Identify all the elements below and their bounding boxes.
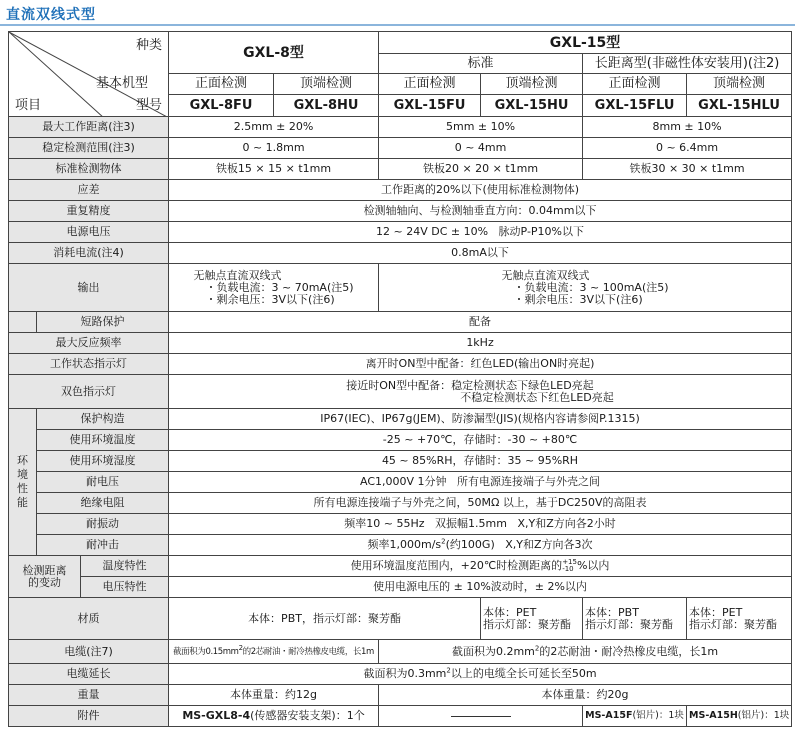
accessory-gxl15-standard bbox=[379, 706, 583, 727]
row-label-repeatability: 重复精度 bbox=[9, 201, 169, 222]
weight-gxl8: 本体重量：约12g bbox=[169, 685, 379, 706]
temp-char-upper: +15 bbox=[562, 558, 577, 566]
material-gxl15hu bbox=[481, 598, 583, 640]
std-object-gxl15l: 铁板30 × 30 × t1mm bbox=[583, 159, 792, 180]
header-corner bbox=[9, 32, 169, 117]
insulation-value: 所有电源连接端子与外壳之间，50MΩ 以上，基于DC250V的高阻表 bbox=[169, 493, 792, 514]
model-name: GXL-15FU bbox=[379, 95, 481, 117]
stable-range-gxl8: 0 ~ 1.8mm bbox=[169, 138, 379, 159]
output-line: 无触点直流双线式 bbox=[193, 268, 282, 282]
accessory-none-dash bbox=[451, 716, 511, 717]
dual-indicator-line: 接近时ON型中配备：稳定检测状态下绿色LED亮起 bbox=[346, 378, 594, 392]
material-line: 本体：PET bbox=[689, 605, 743, 619]
detect-mode: 正面检测 bbox=[583, 74, 687, 95]
shock-value-suffix: (约100G) X,Y和Z方向各3次 bbox=[445, 538, 593, 551]
detect-mode: 顶端检测 bbox=[274, 74, 379, 95]
detect-mode: 顶端检测 bbox=[687, 74, 792, 95]
current-value: 0.8mA以下 bbox=[169, 243, 792, 264]
accessory-hlu-part: MS-A15H bbox=[689, 710, 738, 721]
output-line: ・剩余电压：3V以下(注6) bbox=[513, 292, 643, 306]
supply-voltage-value: 12 ~ 24V DC ± 10% 脉动P-P10%以下 bbox=[169, 222, 792, 243]
output-line: 无触点直流双线式 bbox=[501, 268, 590, 282]
corner-item-label: 项目 bbox=[15, 98, 42, 113]
short-circuit-value: 配备 bbox=[169, 312, 792, 333]
row-label-stable-range: 稳定检测范围(注3) bbox=[9, 138, 169, 159]
temp-char-lower: -10 bbox=[562, 565, 574, 573]
weight-gxl15: 本体重量：约20g bbox=[379, 685, 792, 706]
row-label-dual-indicator: 双色指示灯 bbox=[9, 375, 169, 409]
variation-group-line: 检测距离 bbox=[22, 563, 67, 577]
shock-value-sup: 2 bbox=[441, 537, 446, 546]
row-label-temp-characteristic: 温度特性 bbox=[81, 556, 169, 577]
material-line: 指示灯部：聚芳酯 bbox=[689, 617, 778, 631]
shock-value bbox=[169, 535, 792, 556]
temp-characteristic-value bbox=[169, 556, 792, 577]
material-gxl15hlu bbox=[687, 598, 792, 640]
cable-ext-value bbox=[169, 664, 792, 685]
row-label-cable: 电缆(注7) bbox=[9, 640, 169, 664]
row-label-volt-characteristic: 电压特性 bbox=[81, 577, 169, 598]
material-gxl15flu bbox=[583, 598, 687, 640]
max-distance-gxl8: 2.5mm ± 20% bbox=[169, 117, 379, 138]
accessory-gxl8 bbox=[169, 706, 379, 727]
hysteresis-value: 工作距离的20%以下(使用标准检测物体) bbox=[169, 180, 792, 201]
row-label-insulation: 绝缘电阻 bbox=[37, 493, 169, 514]
long-distance-header: 长距离型(非磁性体安装用)(注2) bbox=[583, 54, 792, 74]
row-label-hysteresis: 应差 bbox=[9, 180, 169, 201]
stable-range-gxl15: 0 ~ 4mm bbox=[379, 138, 583, 159]
cable-left-sup: 2 bbox=[238, 643, 243, 652]
dual-indicator-line: 不稳定检测状态下红色LED亮起 bbox=[460, 390, 614, 404]
stable-range-gxl15l: 0 ~ 6.4mm bbox=[583, 138, 792, 159]
accessory-gxl15hlu bbox=[687, 706, 792, 727]
output-gxl8 bbox=[169, 264, 379, 312]
humidity-value: 45 ~ 85%RH，存储时：35 ~ 95%RH bbox=[169, 451, 792, 472]
temp-char-suffix: %以内 bbox=[576, 559, 610, 572]
standard-header: 标准 bbox=[379, 54, 583, 74]
row-label-humidity: 使用环境湿度 bbox=[37, 451, 169, 472]
cable-ext-prefix: 截面积为0.3mm bbox=[363, 667, 447, 680]
dual-indicator-value bbox=[169, 375, 792, 409]
row-label-short-circuit: 短路保护 bbox=[37, 312, 169, 333]
series-gxl8: GXL-8型 bbox=[169, 32, 379, 74]
cable-left-suffix: 的2芯耐油・耐冷热橡皮电缆，长1m bbox=[242, 646, 374, 657]
output-line: ・负载电流：3 ~ 100mA(注5) bbox=[513, 280, 669, 294]
response-value: 1kHz bbox=[169, 333, 792, 354]
row-label-supply-voltage: 电源电压 bbox=[9, 222, 169, 243]
cable-left-prefix: 截面积为0.15mm bbox=[173, 646, 239, 657]
model-name: GXL-15HLU bbox=[687, 95, 792, 117]
model-name: GXL-15FLU bbox=[583, 95, 687, 117]
cable-ext-sup: 2 bbox=[446, 666, 451, 675]
volt-characteristic-value: 使用电源电压的 ± 10%波动时，± 2%以内 bbox=[169, 577, 792, 598]
material-line: 本体：PBT bbox=[585, 605, 639, 619]
accessory-hlu-desc: (铝片)：1块 bbox=[737, 710, 790, 721]
row-label-output: 输出 bbox=[9, 264, 169, 312]
row-label-vibration: 耐振动 bbox=[37, 514, 169, 535]
detect-mode: 正面检测 bbox=[379, 74, 481, 95]
row-label-temperature: 使用环境温度 bbox=[37, 430, 169, 451]
env-group-text: 环境性能 bbox=[17, 454, 28, 509]
accessory-gxl15flu bbox=[583, 706, 687, 727]
indicator-value: 离开时ON型中配备：红色LED(输出ON时亮起) bbox=[169, 354, 792, 375]
variation-group-line: 的变动 bbox=[28, 575, 61, 589]
output-line: ・负载电流：3 ~ 70mA(注5) bbox=[205, 280, 354, 294]
row-label-std-object: 标准检测物体 bbox=[9, 159, 169, 180]
output-gxl15 bbox=[379, 264, 792, 312]
page-title: 直流双线式型 bbox=[6, 7, 96, 23]
shock-value-prefix: 频率1,000m/s bbox=[367, 538, 442, 551]
accessory-flu-desc: (铝片)：1块 bbox=[632, 710, 684, 721]
cable-right-sup: 2 bbox=[534, 643, 540, 652]
row-label-max-distance: 最大工作距离(注3) bbox=[9, 117, 169, 138]
model-name: GXL-8HU bbox=[274, 95, 379, 117]
cable-right-prefix: 截面积为0.2mm bbox=[451, 644, 535, 658]
corner-model-label: 型号 bbox=[136, 98, 163, 113]
row-label-indicator: 工作状态指示灯 bbox=[9, 354, 169, 375]
material-line: 本体：PET bbox=[483, 605, 537, 619]
cable-ext-suffix: 以上的电缆全长可延长至50m bbox=[450, 667, 597, 680]
corner-kind-label: 种类 bbox=[136, 38, 163, 53]
row-label-current: 消耗电流(注4) bbox=[9, 243, 169, 264]
env-group-label bbox=[9, 409, 37, 556]
voltage-withstand-value: AC1,000V 1分钟 所有电源连接端子与外壳之间 bbox=[169, 472, 792, 493]
output-line: ・剩余电压：3V以下(注6) bbox=[205, 292, 335, 306]
row-label-shock: 耐冲击 bbox=[37, 535, 169, 556]
repeatability-value: 检测轴轴向、与检测轴垂直方向：0.04mm以下 bbox=[169, 201, 792, 222]
material-main: 本体：PBT，指示灯部：聚芳酯 bbox=[169, 598, 481, 640]
temp-char-tolerance bbox=[562, 559, 577, 573]
std-object-gxl15: 铁板20 × 20 × t1mm bbox=[379, 159, 583, 180]
row-label-protection: 保护构造 bbox=[37, 409, 169, 430]
row-label-weight: 重量 bbox=[9, 685, 169, 706]
accessory-gxl8-part: MS-GXL8-4 bbox=[182, 709, 251, 722]
material-line: 指示灯部：聚芳酯 bbox=[585, 617, 674, 631]
accessory-gxl8-desc: (传感器安装支架)：1个 bbox=[250, 709, 365, 722]
row-label-response: 最大反应频率 bbox=[9, 333, 169, 354]
cable-gxl8 bbox=[169, 640, 379, 664]
std-object-gxl8: 铁板15 × 15 × t1mm bbox=[169, 159, 379, 180]
max-distance-gxl15l: 8mm ± 10% bbox=[583, 117, 792, 138]
model-name: GXL-8FU bbox=[169, 95, 274, 117]
title-underline bbox=[0, 24, 795, 26]
detect-mode: 正面检测 bbox=[169, 74, 274, 95]
material-line: 指示灯部：聚芳酯 bbox=[483, 617, 572, 631]
temp-char-prefix: 使用环境温度范围内，+20℃时检测距离的 bbox=[350, 559, 563, 572]
row-label-accessory: 附件 bbox=[9, 706, 169, 727]
temperature-value: -25 ~ +70℃，存储时：-30 ~ +80℃ bbox=[169, 430, 792, 451]
cable-right-suffix: 的2芯耐油・耐冷热橡皮电缆，长1m bbox=[539, 644, 719, 658]
row-indent-cell bbox=[9, 312, 37, 333]
cable-gxl15 bbox=[379, 640, 792, 664]
spec-table bbox=[8, 31, 792, 727]
vibration-value: 频率10 ~ 55Hz 双振幅1.5mm X,Y和Z方向各2小时 bbox=[169, 514, 792, 535]
variation-group-label bbox=[9, 556, 81, 598]
row-label-voltage-withstand: 耐电压 bbox=[37, 472, 169, 493]
accessory-flu-part: MS-A15F bbox=[585, 710, 633, 721]
corner-basic-label: 基本机型 bbox=[96, 76, 149, 91]
max-distance-gxl15: 5mm ± 10% bbox=[379, 117, 583, 138]
row-label-cable-ext: 电缆延长 bbox=[9, 664, 169, 685]
series-gxl15: GXL-15型 bbox=[379, 32, 792, 54]
detect-mode: 顶端检测 bbox=[481, 74, 583, 95]
model-name: GXL-15HU bbox=[481, 95, 583, 117]
protection-value: IP67(IEC)、IP67g(JEM)、防渗漏型(JIS)(规格内容请参阅P.1315) bbox=[169, 409, 792, 430]
row-label-material: 材质 bbox=[9, 598, 169, 640]
